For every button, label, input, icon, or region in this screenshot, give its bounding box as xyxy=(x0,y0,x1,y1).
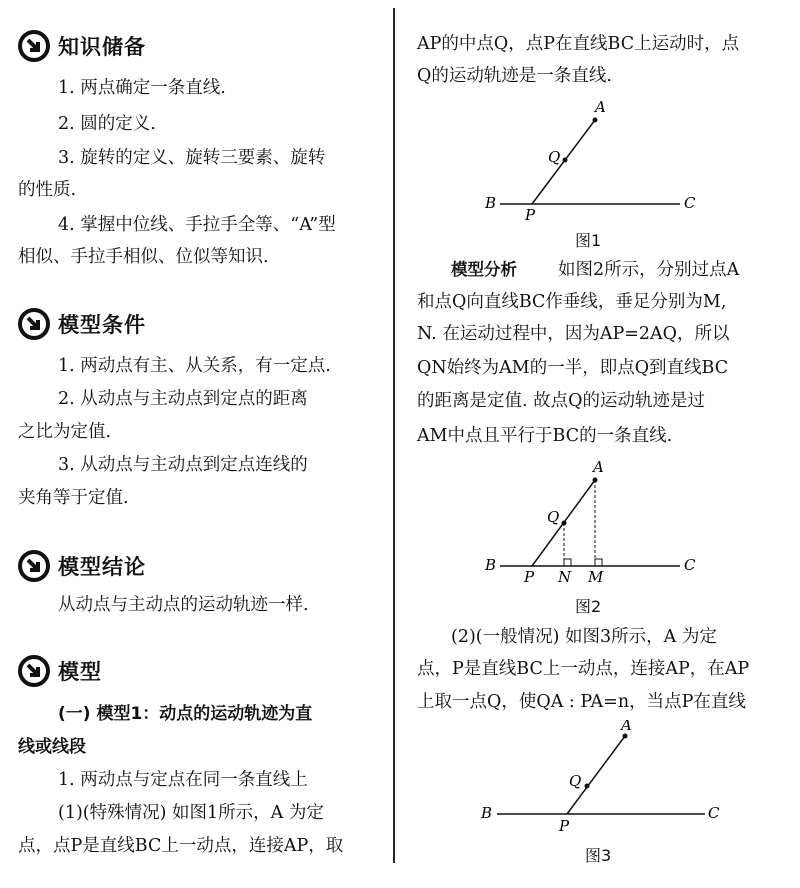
figure-1-diagram xyxy=(480,100,700,225)
label-c: C xyxy=(708,804,720,822)
text-line: 1. 两动点与定点在同一条直线上 xyxy=(58,770,308,790)
arrow-circle-icon xyxy=(18,655,50,687)
point-a xyxy=(593,118,598,123)
point-a xyxy=(623,734,628,739)
label-c: C xyxy=(684,194,696,212)
label-p: P xyxy=(524,568,535,586)
text-line: 2. 圆的定义. xyxy=(58,114,156,134)
text-line: 3. 旋转的定义、旋转三要素、旋转 xyxy=(58,148,326,168)
arrow-circle-icon xyxy=(18,550,50,582)
subsection-title: (一) 模型1：动点的运动轨迹为直 xyxy=(58,704,313,724)
label-p: P xyxy=(559,817,570,835)
text-line: (1)(特殊情况) 如图1所示，A 为定 xyxy=(58,803,324,823)
section-title: 模型结论 xyxy=(58,555,146,579)
text-line: 和点Q向直线BC作垂线，垂足分别为M, xyxy=(417,292,727,312)
section-heading-model xyxy=(18,655,102,687)
text-line: 4. 掌握中位线、手拉手全等、“A”型 xyxy=(58,215,336,235)
text-line: 的性质. xyxy=(18,180,77,200)
figure-2-diagram xyxy=(480,458,705,588)
label-a: A xyxy=(593,458,604,476)
text-line: Q的运动轨迹是一条直线. xyxy=(417,66,612,86)
point-q xyxy=(585,784,590,789)
label-b: B xyxy=(485,194,497,212)
point-q xyxy=(562,521,567,526)
label-a: A xyxy=(621,720,632,734)
text-line: (2)(一般情况) 如图3所示，A 为定 xyxy=(451,627,717,647)
text-line: N. 在运动过程中，因为AP=2AQ，所以 xyxy=(417,324,730,344)
text-line: AM中点且平行于BC的一条直线. xyxy=(417,426,673,446)
text-line: AP的中点Q，点P在直线BC上运动时，点 xyxy=(417,34,740,54)
text-line: 之比为定值. xyxy=(18,422,112,442)
label-m: M xyxy=(588,568,604,586)
text-line: 点，P是直线BC上一动点，连接AP，在AP xyxy=(417,659,750,679)
label-q: Q xyxy=(547,508,560,526)
text-line: 的距离是定值. 故点Q的运动轨迹是过 xyxy=(417,391,705,411)
text-line: 2. 从动点与主动点到定点的距离 xyxy=(58,389,308,409)
text-line: 点，点P是直线BC上一动点，连接AP，取 xyxy=(18,836,344,856)
label-b: B xyxy=(485,556,497,574)
section-title: 知识储备 xyxy=(58,35,146,59)
label-n: N xyxy=(558,568,572,586)
label-c: C xyxy=(684,556,696,574)
figure-3-caption: 图3 xyxy=(585,846,612,865)
text-line: 如图2所示，分别过点A xyxy=(558,260,740,280)
arrow-circle-icon xyxy=(18,308,50,340)
figure-1-caption: 图1 xyxy=(575,231,602,250)
figure-2-caption: 图2 xyxy=(575,597,602,616)
analysis-label: 模型分析 xyxy=(451,260,517,279)
point-a xyxy=(593,478,598,483)
arrow-circle-icon xyxy=(18,30,50,62)
section-title: 模型条件 xyxy=(58,313,146,337)
figure-3-diagram xyxy=(465,720,725,840)
subsection-title: 线或线段 xyxy=(18,737,86,757)
text-line: 1. 两动点有主、从关系，有一定点. xyxy=(58,356,331,376)
text-line: 从动点与主动点的运动轨迹一样. xyxy=(58,595,309,615)
text-line: 上取一点Q，使QA : PA=n，当点P在直线 xyxy=(417,692,746,712)
label-b: B xyxy=(481,804,493,822)
right-angle-n xyxy=(564,559,571,566)
right-angle-m xyxy=(595,559,602,566)
text-line: 1. 两点确定一条直线. xyxy=(58,78,226,98)
label-q: Q xyxy=(569,772,582,790)
text-line: 3. 从动点与主动点到定点连线的 xyxy=(58,455,308,475)
column-divider xyxy=(393,8,395,863)
text-line: 夹角等于定值. xyxy=(18,488,129,508)
section-heading-knowledge xyxy=(18,30,146,62)
label-p: P xyxy=(525,206,536,224)
section-heading-conclusion xyxy=(18,550,146,582)
text-line: QN始终为AM的一半，即点Q到直线BC xyxy=(417,358,729,378)
label-a: A xyxy=(595,100,606,116)
section-title: 模型 xyxy=(58,660,102,684)
section-heading-conditions xyxy=(18,308,146,340)
text-line: 相似、手拉手相似、位似等知识. xyxy=(18,247,269,267)
label-q: Q xyxy=(548,148,561,166)
point-q xyxy=(563,158,568,163)
